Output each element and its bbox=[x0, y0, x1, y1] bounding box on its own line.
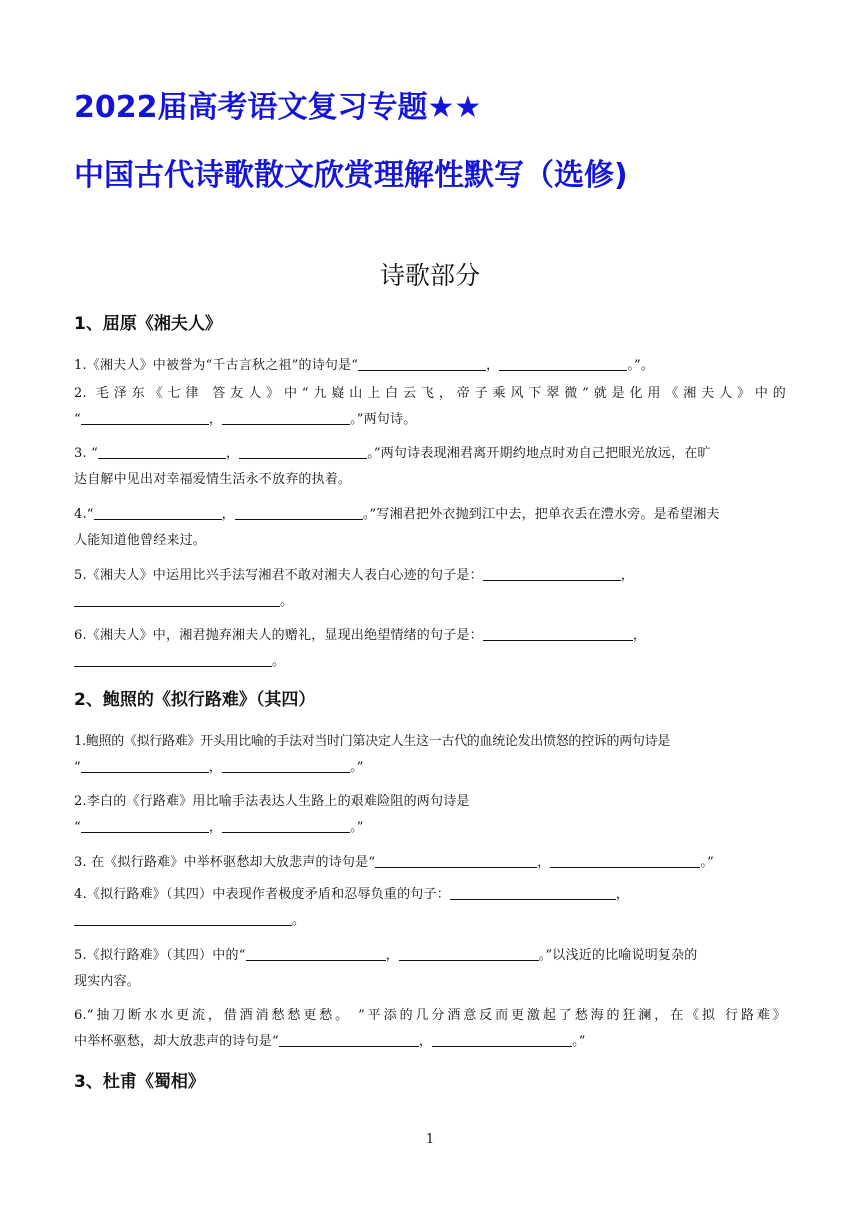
question-line bbox=[74, 649, 786, 675]
question-text: ， bbox=[615, 887, 630, 902]
question-text: 。 bbox=[280, 594, 294, 609]
question-text: ， bbox=[620, 568, 635, 583]
question-text: ， bbox=[632, 628, 647, 643]
question-line bbox=[74, 943, 786, 969]
answer-blank[interactable] bbox=[222, 817, 350, 833]
question-line: 2.李白的《行路难》用比喻手法表达人生路上的艰难险阻的两句诗是 bbox=[74, 794, 470, 809]
question-text: 5.《湘夫人》中运用比兴手法写湘君不敢对湘夫人表白心迹的句子是： bbox=[74, 568, 483, 583]
question-text: 6.《湘夫人》中，湘君抛弃湘夫人的赠礼，显现出绝望情绪的句子是： bbox=[74, 628, 483, 643]
question-text: ， bbox=[208, 820, 223, 835]
question-text: 。”写湘君把外衣抛到江中去，把单衣丢在澧水旁。是希望湘夫 bbox=[362, 507, 720, 522]
question-2-2 bbox=[74, 789, 786, 841]
answer-blank[interactable] bbox=[74, 591, 280, 607]
question-line bbox=[74, 407, 786, 433]
question-text: “ bbox=[74, 412, 81, 427]
question-text: 。”以浅近的比喻说明复杂的 bbox=[538, 948, 698, 963]
question-1-5 bbox=[74, 563, 786, 615]
question-line bbox=[74, 353, 786, 379]
answer-blank[interactable] bbox=[74, 651, 272, 667]
answer-blank[interactable] bbox=[239, 443, 367, 459]
document-title-line1: 2022届高考语文复习专题★★ bbox=[74, 90, 482, 125]
answer-blank[interactable] bbox=[375, 852, 537, 868]
answer-blank[interactable] bbox=[483, 565, 621, 581]
question-line: 人能知道他曾经来过。 bbox=[74, 533, 207, 548]
question-text: 3. 在《拟行路难》中举杯驱愁却大放悲声的诗句是“ bbox=[74, 855, 376, 870]
question-text: 3. “ bbox=[74, 446, 98, 461]
question-text: 。” bbox=[350, 760, 364, 775]
answer-blank[interactable] bbox=[98, 443, 226, 459]
question-text: ， bbox=[208, 760, 223, 775]
question-line bbox=[74, 502, 786, 528]
question-line bbox=[74, 755, 786, 781]
question-text: 4.《拟行路难》（其四）中表现作者极度矛盾和忍辱负重的句子： bbox=[74, 887, 450, 902]
question-text: 5.《拟行路难》（其四）中的“ bbox=[74, 948, 246, 963]
question-line bbox=[74, 882, 786, 908]
answer-blank[interactable] bbox=[450, 884, 616, 900]
question-line bbox=[74, 589, 786, 615]
question-text: ， bbox=[208, 412, 223, 427]
question-text: 。” bbox=[572, 1034, 586, 1049]
answer-blank[interactable] bbox=[550, 852, 700, 868]
question-2-4 bbox=[74, 882, 786, 934]
question-line bbox=[74, 815, 786, 841]
question-line bbox=[74, 908, 786, 934]
question-line bbox=[74, 441, 786, 467]
section-heading-2: 2、鲍照的《拟行路难》（其四） bbox=[74, 690, 316, 710]
question-text: “ bbox=[74, 760, 81, 775]
question-text: 。”。 bbox=[627, 358, 655, 373]
page-number: 1 bbox=[425, 1132, 435, 1147]
question-text: ， bbox=[486, 358, 500, 373]
answer-blank[interactable] bbox=[399, 945, 539, 961]
question-text: 。” bbox=[350, 820, 364, 835]
answer-blank[interactable] bbox=[81, 817, 209, 833]
question-line: 6.“抽刀断水水更流，借酒消愁愁更愁。 ”平添的几分酒意反而更激起了愁海的狂澜，在《拟 行路难》 bbox=[74, 1008, 786, 1023]
question-line bbox=[74, 563, 786, 589]
question-text: ， bbox=[221, 507, 235, 522]
question-line: 2. 毛泽东《七律 答友人》中“九嶷山上白云飞，帝子乘风下翠微”就是化用《湘夫人》中的 bbox=[74, 386, 786, 401]
question-text: 。”两句诗。 bbox=[350, 412, 417, 427]
answer-blank[interactable] bbox=[81, 409, 209, 425]
answer-blank[interactable] bbox=[246, 945, 386, 961]
question-1-4 bbox=[74, 502, 786, 554]
answer-blank[interactable] bbox=[94, 504, 222, 520]
part-title: 诗歌部分 bbox=[379, 261, 480, 290]
question-1-6 bbox=[74, 623, 786, 675]
question-text: ， bbox=[385, 948, 399, 963]
section-heading-1: 1、屈原《湘夫人》 bbox=[74, 314, 222, 334]
question-line: 达自解中见出对幸福爱情生活永不放弃的执着。 bbox=[74, 472, 352, 487]
question-text: 4.“ bbox=[74, 507, 94, 522]
answer-blank[interactable] bbox=[222, 409, 350, 425]
answer-blank[interactable] bbox=[499, 355, 627, 371]
question-text: 中举杯驱愁，却大放悲声的诗句是“ bbox=[74, 1034, 279, 1049]
question-line bbox=[74, 850, 786, 876]
question-text: 。 bbox=[292, 913, 306, 928]
question-1-3 bbox=[74, 441, 786, 493]
question-line bbox=[74, 623, 786, 649]
answer-blank[interactable] bbox=[222, 757, 350, 773]
answer-blank[interactable] bbox=[81, 757, 209, 773]
question-2-5 bbox=[74, 943, 786, 995]
answer-blank[interactable] bbox=[432, 1031, 572, 1047]
section-heading-3: 3、杜甫《蜀相》 bbox=[74, 1072, 205, 1092]
question-text: 1.《湘夫人》中被誉为“千古言秋之祖”的诗句是“ bbox=[74, 358, 359, 373]
question-2-1 bbox=[74, 729, 786, 781]
question-text: 。 bbox=[272, 654, 286, 669]
question-line: 1.鲍照的《拟行路难》开头用比喻的手法对当时门第决定人生这一古代的血统论发出愤怒的控诉的两句诗是 bbox=[74, 734, 671, 749]
question-text: 。”两句诗表现湘君离开期约地点时劝自己把眼光放远，在旷 bbox=[367, 446, 711, 461]
question-2-6 bbox=[74, 1003, 786, 1055]
question-1-1 bbox=[74, 353, 786, 379]
question-text: ， bbox=[418, 1034, 433, 1049]
question-text: 。” bbox=[700, 855, 714, 870]
question-line: 现实内容。 bbox=[74, 974, 141, 989]
answer-blank[interactable] bbox=[74, 910, 292, 926]
question-2-3 bbox=[74, 850, 786, 876]
question-text: ， bbox=[225, 446, 240, 461]
question-line bbox=[74, 1029, 786, 1055]
answer-blank[interactable] bbox=[235, 504, 363, 520]
answer-blank[interactable] bbox=[279, 1031, 419, 1047]
question-1-2 bbox=[74, 381, 786, 433]
question-text: “ bbox=[74, 820, 81, 835]
answer-blank[interactable] bbox=[358, 355, 486, 371]
answer-blank[interactable] bbox=[483, 625, 633, 641]
document-title-line2: 中国古代诗歌散文欣赏理解性默写（选修) bbox=[74, 158, 628, 193]
question-text: ， bbox=[537, 855, 551, 870]
